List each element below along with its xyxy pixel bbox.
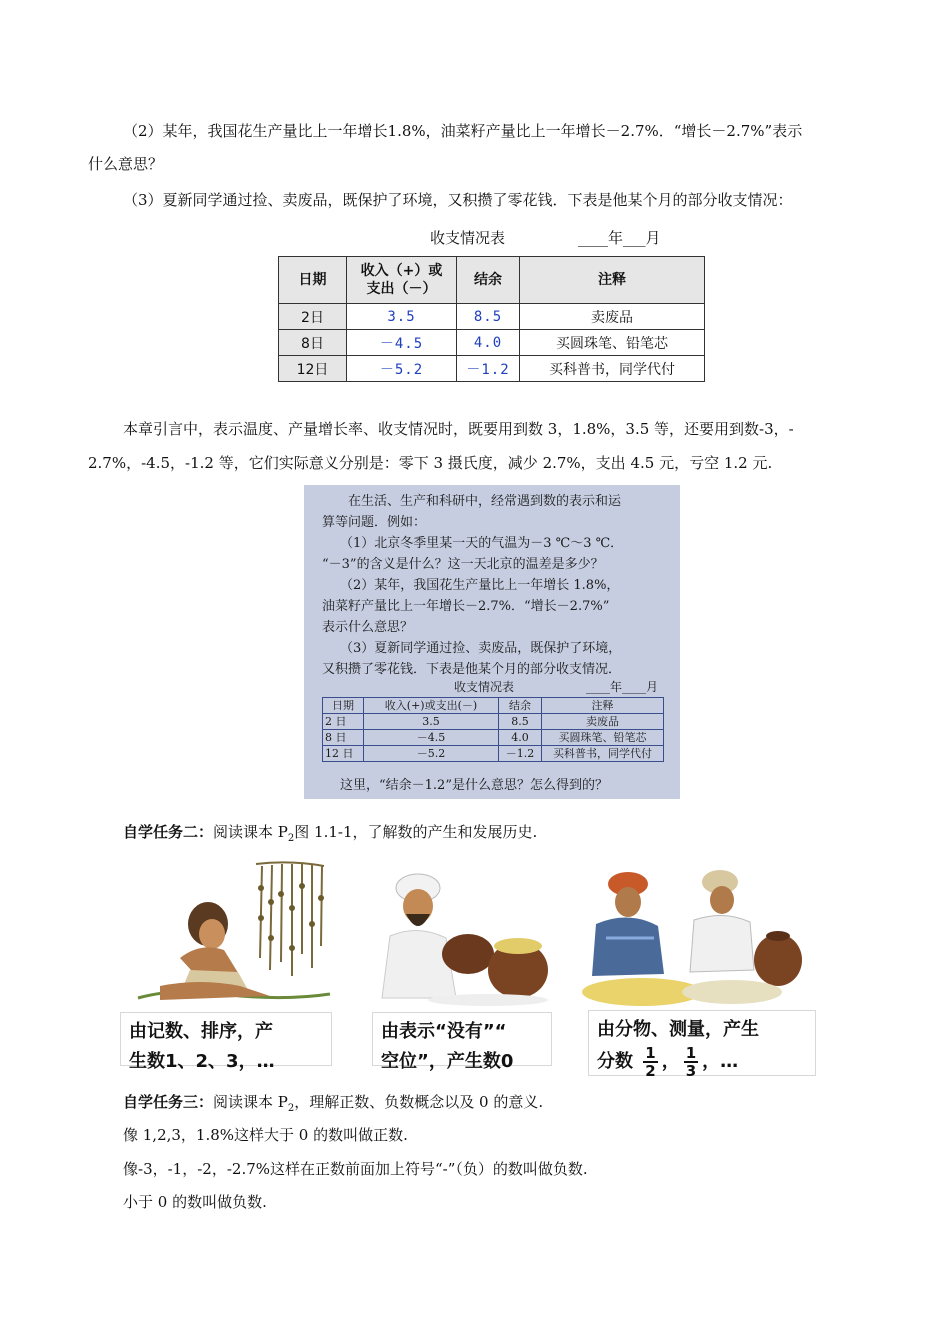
cell-note: 买科普书，同学代付 <box>520 356 705 382</box>
book-line: 表示什么意思？ <box>322 620 414 635</box>
caption-fractions-prefix: 分数 <box>597 1051 633 1072</box>
book-cell: 买圆珠笔、铅笔芯 <box>542 730 664 746</box>
book-table-row <box>323 730 664 746</box>
book-line: （1）北京冬季里某一天的气温为－3 ℃～3 ℃． <box>340 536 624 551</box>
book-line: （3）夏新同学通过捡、卖废品，既保护了环境， <box>340 641 622 656</box>
dividing-men-illustration <box>582 858 812 1010</box>
task3-line <box>123 1091 543 1120</box>
header-amount-line2: 支出（－） <box>366 281 437 297</box>
cell-date: 12日 <box>279 356 347 382</box>
caption-zero <box>372 1012 552 1072</box>
book-line: 油菜籽产量比上一年增长－2.7%．“增长－2.7%” <box>322 599 610 614</box>
book-cell: 卖废品 <box>542 714 664 730</box>
book-cell: 4.0 <box>499 730 542 746</box>
cell-amount: －4.5 <box>347 330 457 356</box>
cell-date: 8日 <box>279 330 347 356</box>
counting-man-illustration <box>120 858 340 1010</box>
grain-man-illustration <box>372 858 552 1010</box>
header-balance: 结余 <box>457 257 520 304</box>
frac-num: 1 <box>685 1044 697 1062</box>
book-line: 算等问题．例如： <box>322 515 427 530</box>
task3-label: 自学任务三： <box>123 1093 214 1111</box>
book-header-note: 注释 <box>542 698 664 714</box>
book-line: “－3”的含义是什么？这一天北京的温差是多少？ <box>322 557 604 572</box>
caption-fractions-suffix: ，… <box>702 1051 739 1072</box>
task2-sub: 2 <box>287 833 295 844</box>
header-note: 注释 <box>520 257 705 304</box>
header-date: 日期 <box>279 257 347 304</box>
book-table-date: ____年____月 <box>586 680 659 694</box>
task3-sub: 2 <box>287 1103 295 1114</box>
frac-num: 1 <box>645 1044 656 1062</box>
caption-fractions-line1: 由分物、测量，产生 <box>597 1019 759 1040</box>
book-cell: －4.5 <box>364 730 499 746</box>
caption-fractions <box>588 1010 816 1080</box>
caption-zero-line2: 空位”，产生数0 <box>381 1051 514 1072</box>
task2-text-after: 图 1.1-1，了解数的产生和发展历史. <box>294 823 538 841</box>
intro-line2: 2.7%，-4.5，-1.2 等，它们实际意义分别是：零下 3 摄氏度，减少 2.7%，支出 4.5 元，亏空 1.2 元. <box>88 454 773 472</box>
task3-text: 阅读课本 P <box>213 1093 288 1111</box>
cell-amount: 3.5 <box>347 304 457 330</box>
book-table-row <box>323 746 664 762</box>
cell-amount: －5.2 <box>347 356 457 382</box>
table-date-fill: ____年___月 <box>578 229 661 247</box>
frac-den: 3 <box>685 1062 697 1080</box>
table-header-row <box>279 257 705 304</box>
book-question: 这里，“结余－1.2”是什么意思？怎么得到的？ <box>340 778 608 793</box>
task2-line <box>123 821 537 850</box>
question-2-line2: 什么意思？ <box>88 155 164 173</box>
book-cell: 买科普书，同学代付 <box>542 746 664 762</box>
book-line: 又积攒了零花钱．下表是他某个月的部分收支情况． <box>322 662 622 677</box>
cell-balance: 8.5 <box>457 304 520 330</box>
cell-date: 2日 <box>279 304 347 330</box>
book-cell: 2 日 <box>323 714 364 730</box>
book-header-amount: 收入(+)或支出(－) <box>364 698 499 714</box>
cell-note: 买圆珠笔、铅笔芯 <box>520 330 705 356</box>
fraction-one-third <box>684 1045 698 1079</box>
frac-den: 2 <box>645 1062 656 1080</box>
caption-fractions-sep: ， <box>661 1051 680 1072</box>
caption-counting-line1: 由记数、排序，产 <box>129 1021 273 1042</box>
caption-counting-line2: 生数1、2、3，… <box>129 1051 275 1072</box>
task3-text-after: ，理解正数、负数概念以及 0 的意义. <box>294 1093 544 1111</box>
intro-line1: 本章引言中，表示温度、产量增长率、收支情况时，既要用到数 3，1.8%，3.5 等，还要用到数-3，- <box>123 420 794 438</box>
header-amount <box>347 257 457 304</box>
caption-counting <box>120 1012 332 1072</box>
cell-balance: 4.0 <box>457 330 520 356</box>
negative-definition: 像-3，-1，-2，-2.7%这样在正数前面加上符号“-”（负）的数叫做负数. <box>123 1160 588 1178</box>
task2-label: 自学任务二： <box>123 823 214 841</box>
table-row <box>279 356 705 382</box>
caption-zero-line1: 由表示“没有”“ <box>381 1021 507 1042</box>
book-table-row <box>323 714 664 730</box>
book-table-header <box>323 698 664 714</box>
positive-definition: 像 1,2,3，1.8%这样大于 0 的数叫做正数. <box>123 1126 408 1144</box>
table-title: 收支情况表 <box>430 229 506 247</box>
header-amount-line1: 收入（+）或 <box>360 263 443 279</box>
task2-text: 阅读课本 P <box>213 823 288 841</box>
book-line: 在生活、生产和科研中，经常遇到数的表示和运 <box>348 494 622 509</box>
book-cell: －5.2 <box>364 746 499 762</box>
cell-note: 卖废品 <box>520 304 705 330</box>
fraction-one-half <box>643 1045 657 1079</box>
book-line: （2）某年，我国花生产量比上一年增长 1.8%， <box>340 578 620 593</box>
book-cell: －1.2 <box>499 746 542 762</box>
book-table <box>322 697 664 762</box>
question-2-line1: （2）某年，我国花生产量比上一年增长1.8%，油菜籽产量比上一年增长－2.7%．“增长－2.7%”表示 <box>123 122 803 140</box>
book-cell: 3.5 <box>364 714 499 730</box>
income-expense-table <box>278 256 705 382</box>
negative-definition-2: 小于 0 的数叫做负数. <box>123 1193 267 1211</box>
textbook-excerpt <box>304 485 680 799</box>
book-cell: 8.5 <box>499 714 542 730</box>
book-header-balance: 结余 <box>499 698 542 714</box>
book-header-date: 日期 <box>323 698 364 714</box>
question-3-line1: （3）夏新同学通过捡、卖废品，既保护了环境，又积攒了零花钱．下表是他某个月的部分收支情况： <box>123 191 793 209</box>
book-cell: 8 日 <box>323 730 364 746</box>
table-row <box>279 330 705 356</box>
book-cell: 12 日 <box>323 746 364 762</box>
table-row <box>279 304 705 330</box>
book-table-title: 收支情况表 <box>454 680 515 694</box>
cell-balance: －1.2 <box>457 356 520 382</box>
caption-fractions-line2 <box>597 1045 807 1079</box>
